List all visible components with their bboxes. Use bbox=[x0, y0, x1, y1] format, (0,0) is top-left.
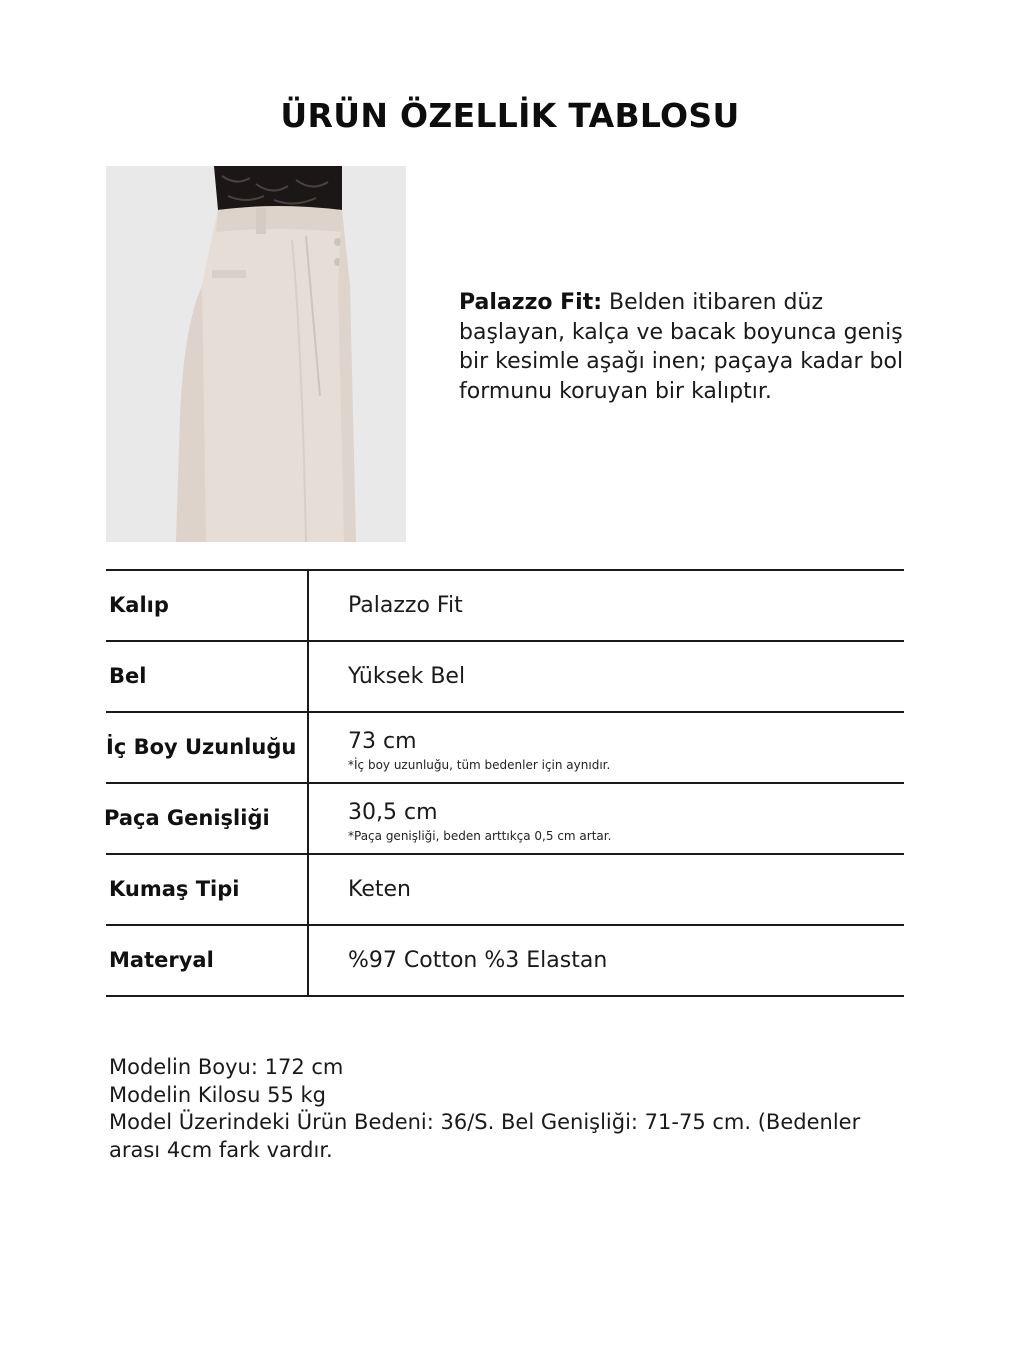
fit-description-text: Belden itibaren düz başlayan, kalça ve bacak boyunca geniş bir kesimle aşağı inen; paçaya kadar bol formunu koruyan bir kalıptır. bbox=[459, 290, 904, 404]
spec-label: Paça Genişliği bbox=[104, 806, 270, 830]
spec-label: Materyal bbox=[109, 948, 214, 972]
spec-row-ic-boy bbox=[106, 711, 904, 782]
model-info bbox=[109, 1054, 909, 1164]
column-divider bbox=[307, 784, 309, 853]
spec-row-bel bbox=[106, 640, 904, 711]
spec-label: Kalıp bbox=[109, 593, 169, 617]
column-divider bbox=[307, 571, 309, 640]
spec-label: Kumaş Tipi bbox=[109, 877, 240, 901]
spec-label: İç Boy Uzunluğu bbox=[106, 735, 297, 759]
spec-value: 30,5 cm bbox=[348, 800, 438, 825]
spec-note: *Paça genişliği, beden arttıkça 0,5 cm artar. bbox=[348, 829, 612, 843]
column-divider bbox=[307, 642, 309, 711]
column-divider bbox=[307, 713, 309, 782]
spec-value: Palazzo Fit bbox=[348, 593, 463, 618]
spec-value: %97 Cotton %3 Elastan bbox=[348, 948, 608, 973]
model-weight: Modelin Kilosu 55 kg bbox=[109, 1082, 326, 1107]
spec-row-kumas bbox=[106, 853, 904, 924]
fit-description bbox=[459, 288, 929, 406]
model-height: Modelin Boyu: 172 cm bbox=[109, 1055, 344, 1079]
page-title: ÜRÜN ÖZELLİK TABLOSU bbox=[280, 96, 740, 135]
spec-row-kalip bbox=[106, 569, 904, 640]
fit-description-term: Palazzo Fit: bbox=[459, 290, 603, 315]
spec-row-paca bbox=[106, 782, 904, 853]
product-photo bbox=[106, 166, 406, 542]
spec-table bbox=[106, 569, 904, 997]
spec-value: Yüksek Bel bbox=[348, 664, 466, 689]
model-size: Model Üzerindeki Ürün Bedeni: 36/S. Bel Genişliği: 71-75 cm. (Bedenler arası 4cm fark vardır. bbox=[109, 1110, 861, 1162]
spec-note: *İç boy uzunluğu, tüm bedenler için aynıdır. bbox=[348, 758, 611, 772]
spec-row-materyal bbox=[106, 924, 904, 997]
spec-value: 73 cm bbox=[348, 729, 417, 754]
column-divider bbox=[307, 855, 309, 924]
spec-label: Bel bbox=[109, 664, 147, 688]
spec-value: Keten bbox=[348, 877, 411, 902]
column-divider bbox=[307, 926, 309, 995]
